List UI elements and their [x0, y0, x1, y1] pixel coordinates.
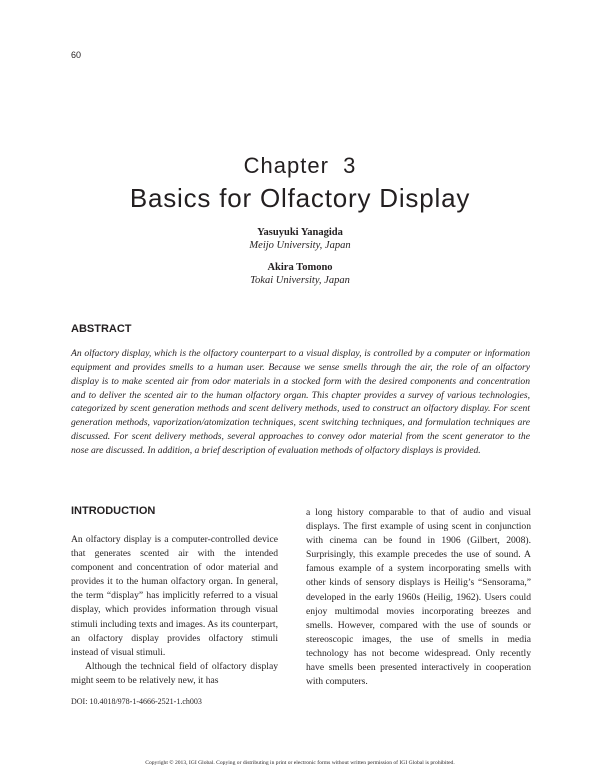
introduction-heading: INTRODUCTION: [71, 505, 156, 517]
abstract-heading: ABSTRACT: [71, 323, 132, 335]
author-name: Akira Tomono: [267, 262, 333, 273]
page-number: 60: [71, 50, 82, 60]
body-paragraph: An olfactory display is a computer-controlled device that generates scented air with the intended component and concentration of odor material and provides it to the human olfactory organ. In general, the term “display” has implicitly referred to a visual display, which provides information through visual stimuli including texts and images. As its counterpart, an olfactory display provides olfactory stimuli instead of visual stimuli.: [71, 534, 278, 658]
chapter-label: Chapter 3: [243, 153, 357, 178]
body-paragraph: a long history comparable to that of audio and visual displays. The first example of using scent in conjunction with cinema can be found in 1906 (Gilbert, 2008). Surprisingly, this example precedes the use of sound. A famous example of a system incorporating smells with other kinds of sensory displays is Heilig’s “Sensorama,” developed in the early 1960s (Heilig, 1962). Users could enjoy multimodal movies incorporating breezes and smells. However, compared with the use of sounds or stereoscopic images, the use of smells in media technology has not become widespread. Only recently have smells been presented interactively in cooperation with computers.: [306, 507, 531, 688]
author-block: [0, 261, 600, 287]
author-name: Yasuyuki Yanagida: [257, 227, 343, 238]
abstract-text: An olfactory display, which is the olfactory counterpart to a visual display, is controlled by a computer or information equipment and provides smells to a human user. Because we sense smells through the air, the role of an olfactory display is to make scented air from odor materials in a stocked form with the desired components and concentration and to deliver the scented air to the human olfactory organ. This chapter provides a survey of various technologies, categorized by scent generation methods and scent delivery methods, used to construct an olfactory display. For scent generation methods, vaporization/atomization techniques, scent switching techniques, and formulation techniques are discussed. For scent delivery methods, several approaches to convey odor material from the scent generator to the nose are discussed. In addition, a brief description of evaluation methods of olfactory displays is provided.: [71, 348, 530, 456]
author-affiliation: Tokai University, Japan: [250, 275, 350, 286]
body-column-right: [306, 506, 531, 689]
body-paragraph: Although the technical field of olfactory display might seem to be relatively new, it has: [71, 660, 278, 686]
author-affiliation: Meijo University, Japan: [249, 240, 351, 251]
copyright-notice: Copyright © 2013, IGI Global. Copying or distributing in print or electronic forms without written permission of IGI Global is prohibited.: [145, 760, 455, 766]
doi-line[interactable]: DOI: 10.4018/978-1-4666-2521-1.ch003: [71, 697, 202, 706]
author-block: [0, 226, 600, 252]
chapter-title: Basics for Olfactory Display: [129, 183, 471, 213]
body-column-left: [71, 533, 278, 688]
